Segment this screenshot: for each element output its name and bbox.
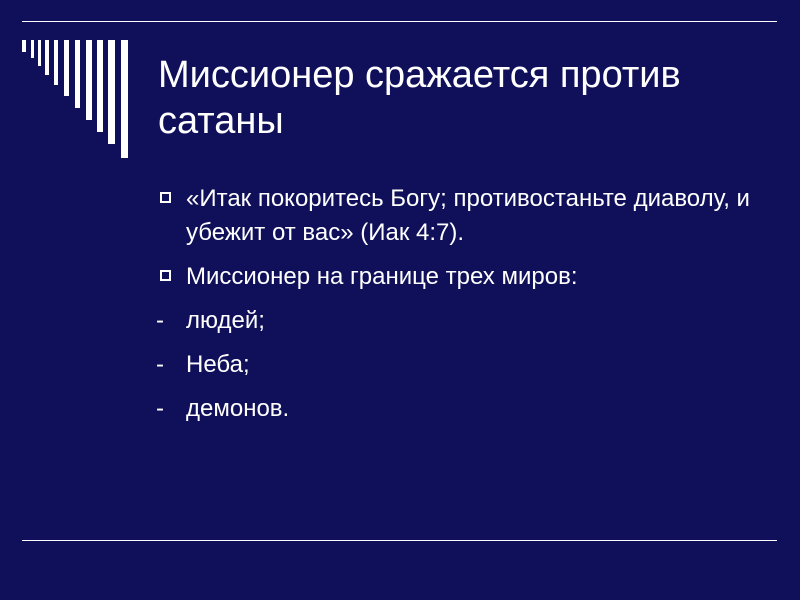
- hollow-square-bullet-icon: [160, 192, 171, 203]
- bottom-rule: [22, 540, 777, 541]
- bullet-text: Миссионер на границе трех миров:: [186, 263, 578, 290]
- decorative-stripe: [54, 40, 58, 85]
- sub-item-text: демонов.: [186, 395, 290, 422]
- dash-marker: -: [156, 351, 164, 378]
- decorative-stripe: [108, 40, 115, 144]
- sub-list-item: [156, 304, 750, 338]
- slide-content: [156, 182, 750, 436]
- slide-title: Миссионер сражается против сатаны: [158, 54, 681, 142]
- sub-list-item: [156, 348, 750, 382]
- decorative-stripe: [64, 40, 69, 96]
- decorative-stripe: [75, 40, 80, 108]
- bullet-item: [160, 182, 750, 250]
- decorative-stripe: [22, 40, 26, 52]
- top-rule: [22, 21, 777, 22]
- dash-marker: -: [156, 307, 164, 334]
- dash-marker: -: [156, 395, 164, 422]
- hollow-square-bullet-icon: [160, 270, 171, 281]
- sub-item-text: Неба;: [186, 351, 250, 378]
- sub-list-item: [156, 392, 750, 426]
- decorative-stripe: [86, 40, 92, 120]
- sub-item-text: людей;: [186, 307, 265, 334]
- decorative-stripe: [45, 40, 49, 75]
- decorative-stripe: [31, 40, 34, 58]
- bullet-item: [160, 260, 750, 294]
- bullet-text: «Итак покоритесь Богу; противостаньте диаволу, и убежит от вас» (Иак 4:7).: [186, 185, 750, 246]
- decorative-stripe: [38, 40, 41, 66]
- decorative-stripe: [121, 40, 128, 158]
- decorative-stripe: [97, 40, 103, 132]
